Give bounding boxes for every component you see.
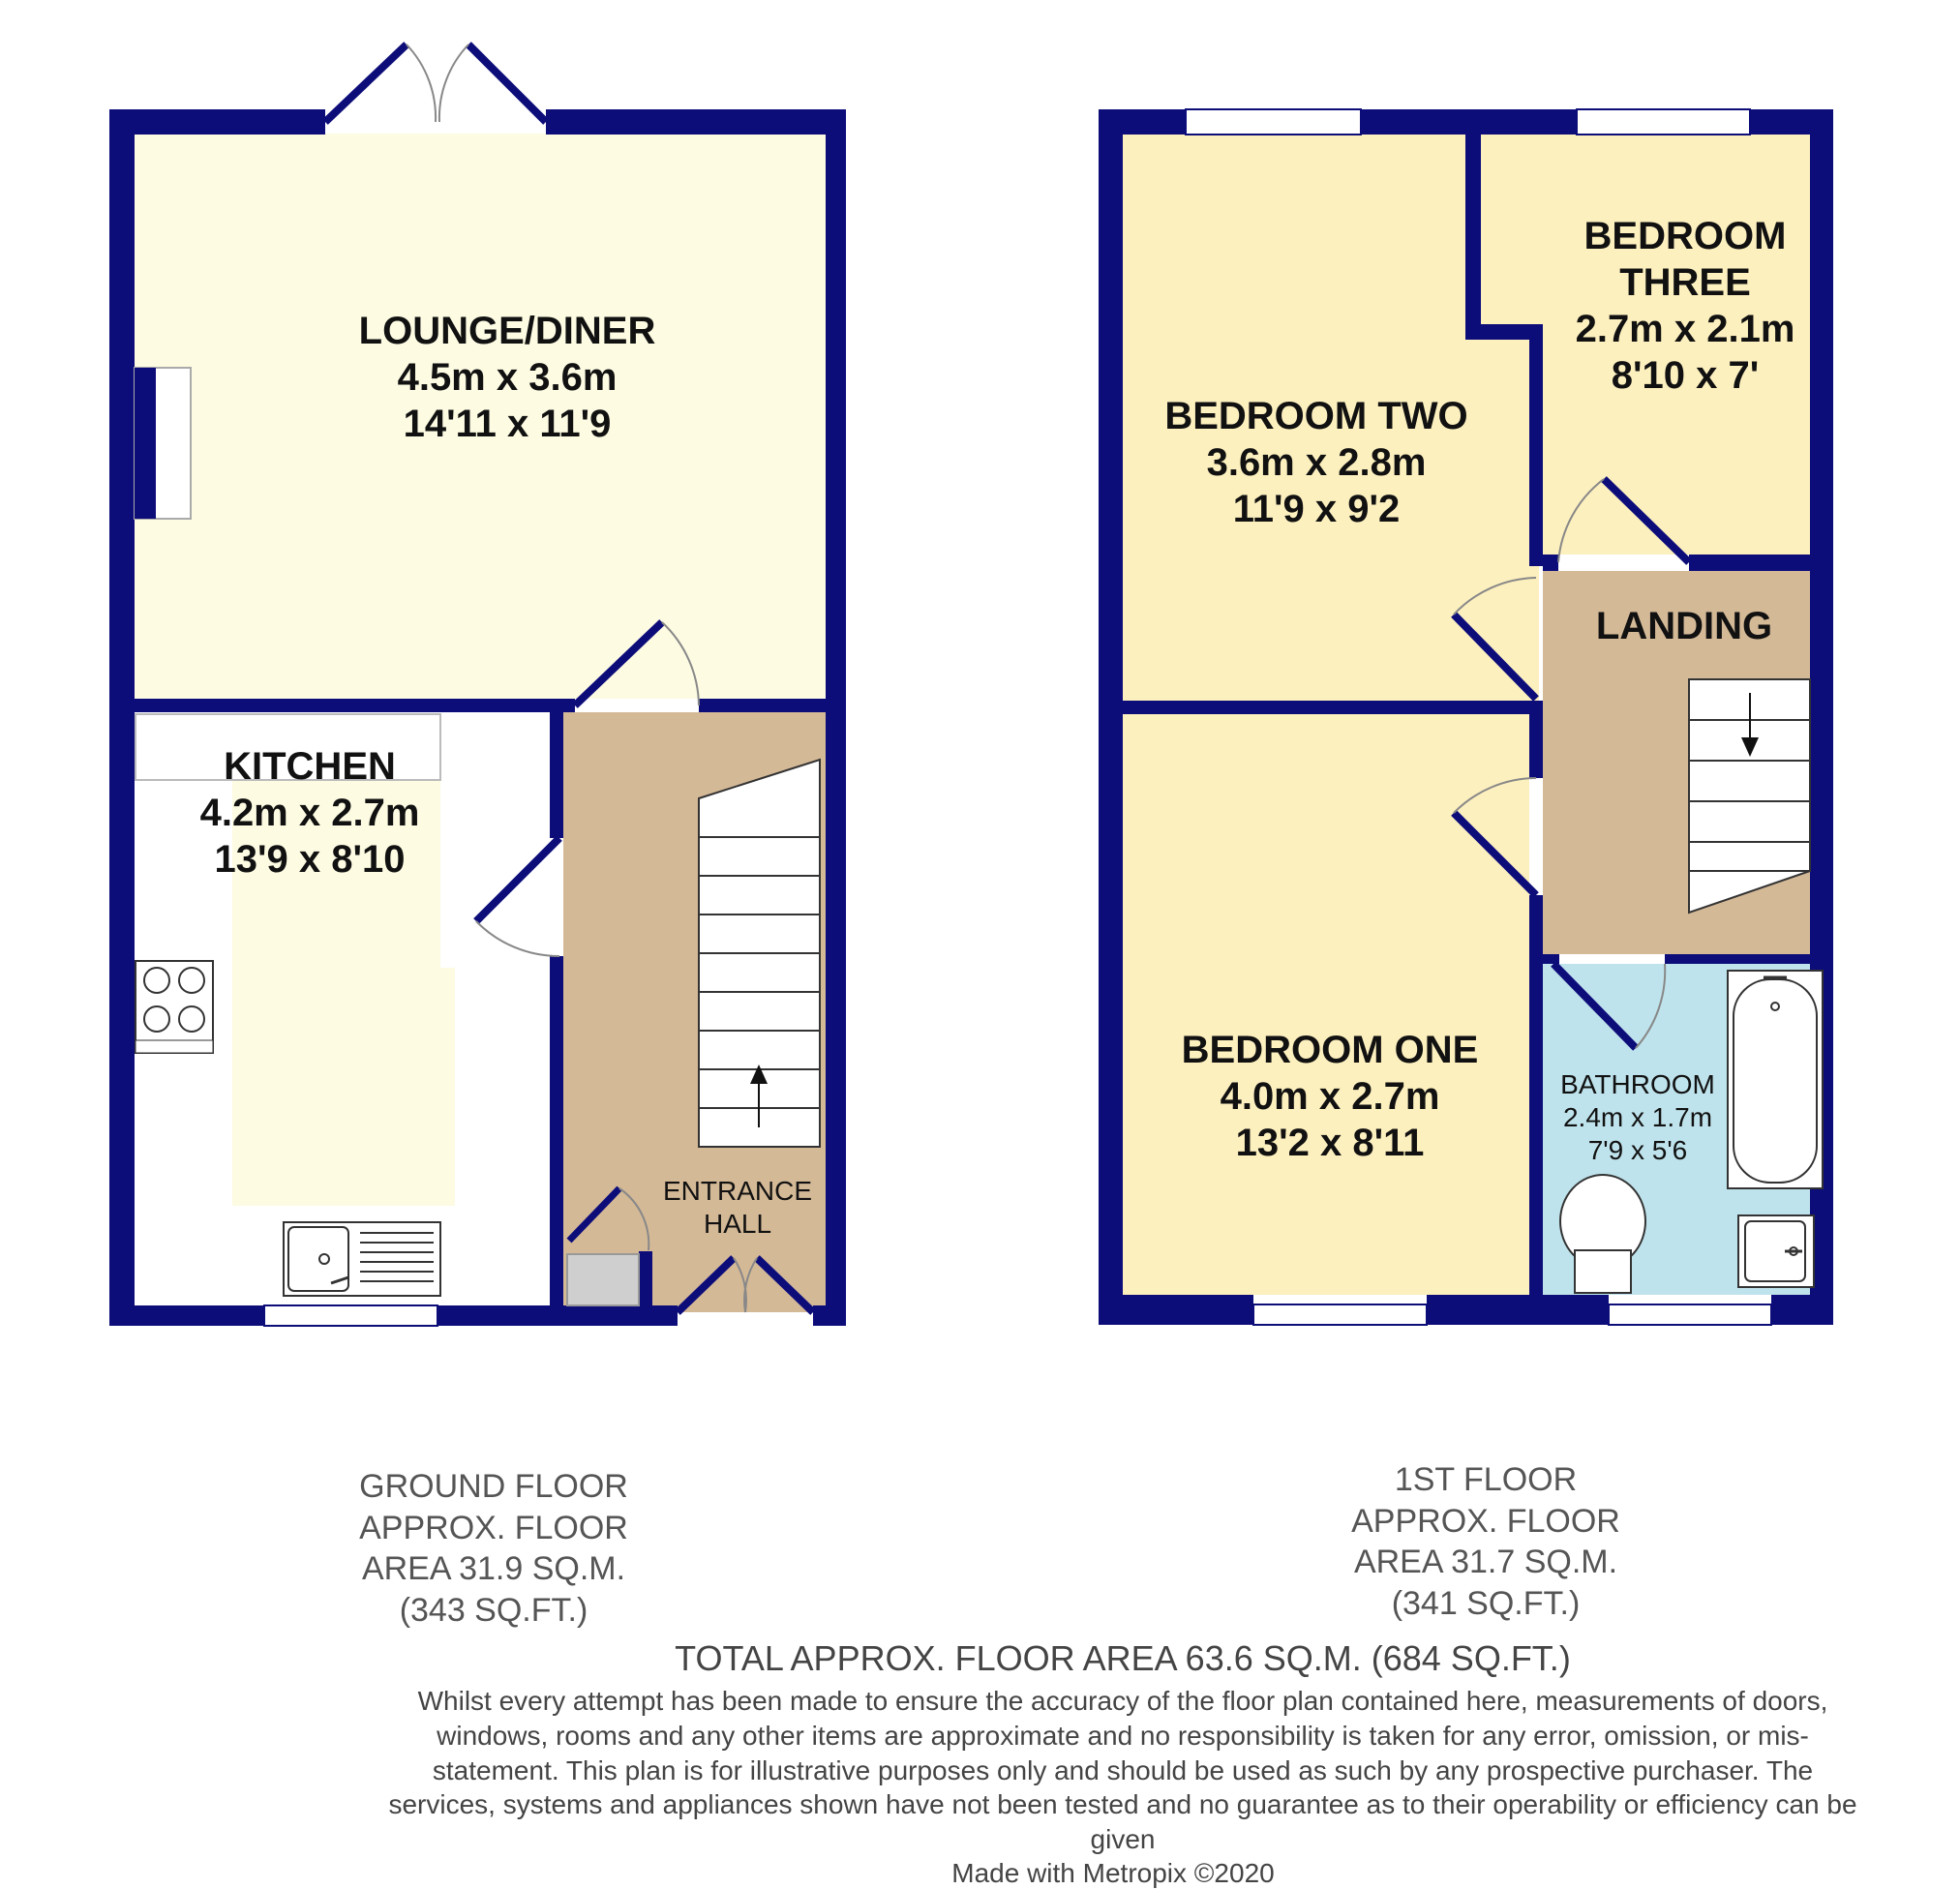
bedroom-one-window (1253, 1304, 1427, 1325)
bath (1728, 971, 1823, 1188)
ground-floor-caption-line: (343 SQ.FT.) (399, 1591, 588, 1629)
first-floor-caption-line: AREA 31.7 SQ.M. (1353, 1544, 1618, 1580)
first-floor-caption-line: 1ST FLOOR (1394, 1461, 1578, 1498)
bathroom-imperial: 7'9 x 5'6 (1587, 1135, 1688, 1165)
first-floor-caption-line: APPROX. FLOOR (1351, 1502, 1620, 1540)
lounge-name: LOUNGE/DINER (358, 310, 656, 352)
landing-name: LANDING (1595, 605, 1773, 647)
bedroom-two-imperial: 11'9 x 9'2 (1232, 488, 1401, 530)
bedroom-three-window (1577, 109, 1750, 135)
lounge-metric: 4.5m x 3.6m (397, 356, 618, 399)
bedroom-two-metric: 3.6m x 2.8m (1206, 441, 1427, 484)
kitchen-window (264, 1305, 437, 1326)
total-floor-area: TOTAL APPROX. FLOOR AREA 63.6 SQ.M. (684 SQ.FT.) (675, 1638, 1571, 1678)
ground-floor-plan (109, 45, 846, 1326)
under-stairs-cupboard (567, 1254, 639, 1305)
lounge-imperial: 14'11 x 11'9 (403, 403, 612, 445)
bedroom-two-name: BEDROOM TWO (1164, 395, 1468, 437)
first-floor-caption-line: (341 SQ.FT.) (1391, 1584, 1581, 1622)
kitchen-metric: 4.2m x 2.7m (199, 792, 420, 834)
sink (284, 1222, 440, 1296)
hall-label-line2: HALL (703, 1209, 772, 1239)
bedroom-three-name-line1: BEDROOM (1583, 215, 1787, 257)
bedroom-one-metric: 4.0m x 2.7m (1220, 1075, 1440, 1118)
bedroom-three-metric: 2.7m x 2.1m (1575, 308, 1795, 350)
kitchen-name: KITCHEN (224, 745, 396, 788)
disclaimer-text: Whilst every attempt has been made to ensure the accuracy of the floor plan contained here, measurements of doors, windows, rooms and any other items are approximate and no responsibility is taken for any error, omission, or mis-statement. This plan is for illustrative purposes only and should be used as such by any prospective purchaser. The services, systems and appliances shown have not been tested and no guarantee as to their operability or efficiency can be given (388, 1686, 1857, 1855)
bedroom-two-window (1186, 109, 1361, 135)
bedroom-one-imperial: 13'2 x 8'11 (1235, 1122, 1425, 1164)
bathroom-name: BATHROOM (1560, 1069, 1715, 1099)
fireplace (135, 368, 156, 519)
ground-floor-caption-line: AREA 31.9 SQ.M. (361, 1550, 626, 1587)
hall-label-line1: ENTRANCE (662, 1176, 813, 1206)
wash-basin (1738, 1215, 1814, 1287)
bathroom-window (1609, 1304, 1771, 1325)
first-floor-plan (1099, 109, 1833, 1325)
ground-floor-caption-line: APPROX. FLOOR (359, 1509, 628, 1546)
metropix-credit: Made with Metropix ©2020 (951, 1858, 1275, 1888)
first-floor-caption (1312, 1459, 1660, 1624)
hob (136, 961, 213, 1053)
bedroom-three-imperial: 8'10 x 7' (1611, 354, 1760, 397)
ground-floor-caption (319, 1466, 668, 1631)
kitchen-imperial: 13'9 x 8'10 (214, 838, 406, 881)
bedroom-three-name-line2: THREE (1619, 261, 1751, 304)
bedroom-one-name: BEDROOM ONE (1181, 1029, 1479, 1071)
bathroom-metric: 2.4m x 1.7m (1562, 1102, 1713, 1132)
ground-floor-caption-line: GROUND FLOOR (359, 1468, 628, 1505)
